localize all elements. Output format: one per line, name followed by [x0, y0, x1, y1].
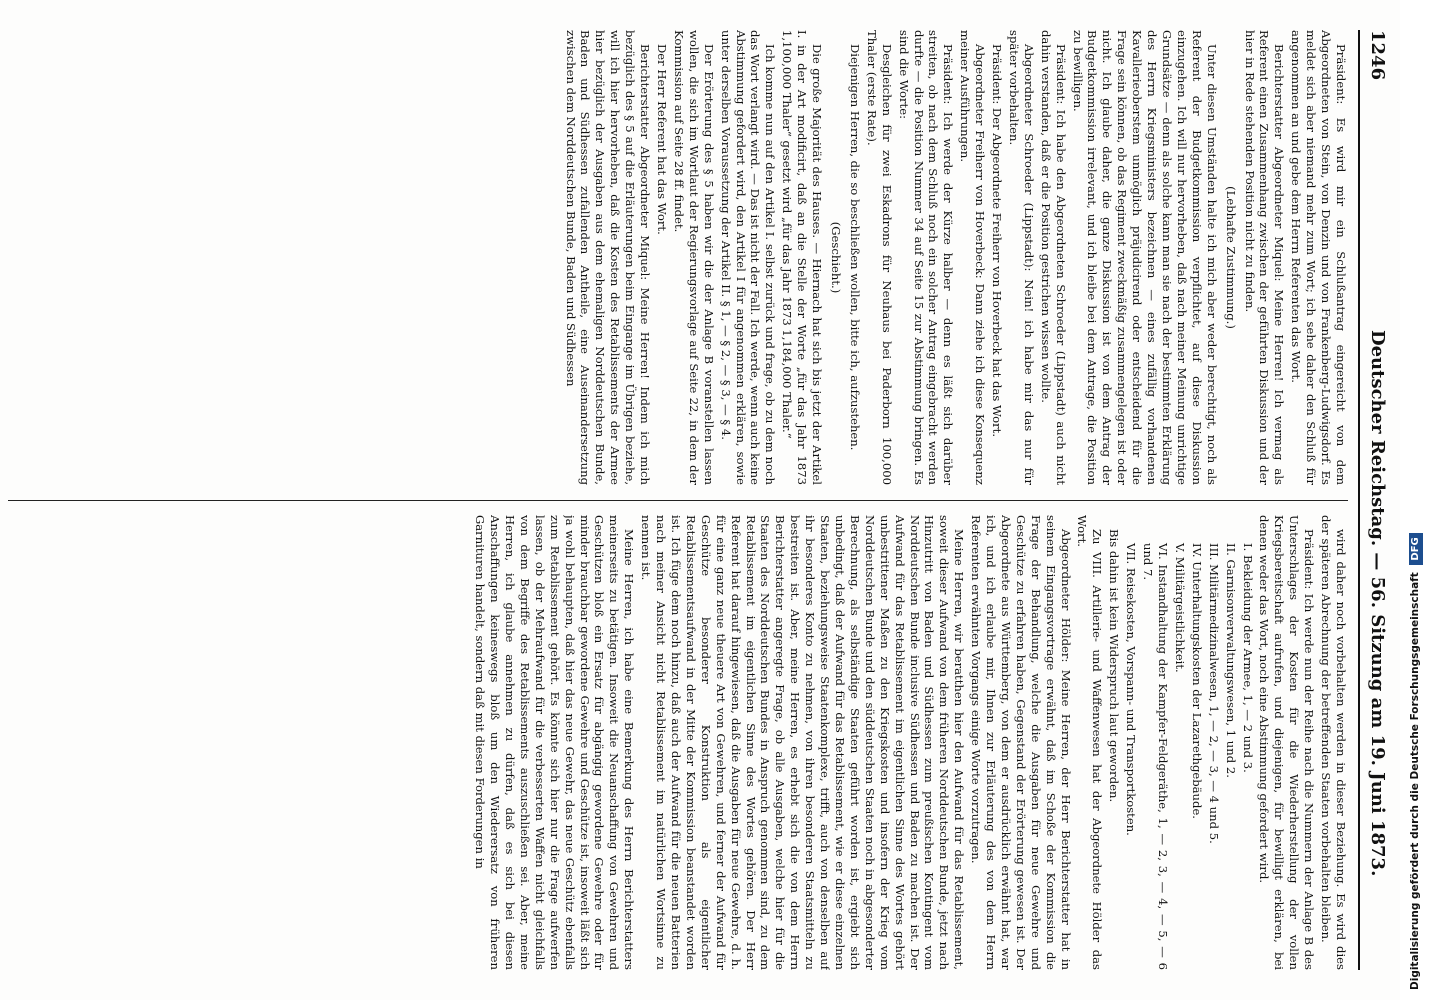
page-header	[1358, 30, 1390, 970]
paragraph: (Geschieht.)	[829, 221, 843, 294]
paragraph: Meine Herren, ich habe eine Bemerkung des Herrn Berichterstatters meinerseits zu betätigen. Insoweit die Neuanschaffung von Gewehren und Geschützen bloß ein Ersatz für abgängig gewordene Gewehre oder für minder brauchbar gewordene Gewehre und Geschütze ist, insoweit läßt sich ja wohl behaupten, daß hier das neue Gewehr, das neue Geschütz ebenfalls zum Retablissement gehört. Es könnte sich hier nur die Frage aufwerfen lassen, ob der Mehraufwand für die verbesserten Waffen nicht gleichfalls von dem Begriffe des Retablissements auszuschließen sei. Aber, meine Herren, ich glaube annehmen zu dürfen, daß es sich bei diesen Anschaffungen keineswegs bloß um den Wiederersatz von früheren Garnituren handelt, sondern daß mit diesen Forderungen in	[473, 515, 637, 970]
list-item: IV. Unterhaltungskosten der Lazarethgebäude.	[1189, 543, 1204, 819]
paragraph: Ich komme nun auf den Artikel I. selbst zurück und frage, ob zu dem noch das Wort verlangt wird. — Das ist nicht der Fall. Ich werde, wenn auch keine Abstimmung gefordert wird, den Artikel I für angenommen erklären, sowie unter derselben Voraussetzung der Artikel II. § 1, — § 2, — § 3, — § 4.	[718, 30, 778, 485]
page-title: Deutscher Reichstag. — 56. Sitzung am 19. Juni 1873.	[1367, 330, 1388, 877]
list-item: V. Militärgeistlichkeit.	[1172, 543, 1187, 673]
paragraph: Desgleichen für zwei Eskadrons für Neuhaus bei Paderborn 100,000 Thaler (erste Rate).	[864, 30, 894, 485]
paragraph: Präsident: Ich werde nun der Reihe nach die Nummern der Anlage B des Unterschlages der Kosten für die Wiederherstellung der vollen Kriegsbereitschaft aufrufen, und diejenigen, für bewilligt erklären, bei denen weder das Wort, noch eine Abstimmung gefordert wird.	[1257, 515, 1317, 970]
left-column	[8, 30, 1348, 485]
dfg-credit	[1405, 0, 1425, 1000]
dfg-credit-text: Digitalisierung gefördert durch die Deutsche Forschungsgemeinschaft	[1409, 572, 1421, 990]
paragraph: Die große Majorität des Hauses. — Hiernach hat sich bis jetzt der Artikel I. in der Art modificirt, daß an die Stelle der Worte „für das Jahr 1873 1,100,000 Thaler“ gesetzt wird „für das Jahr 1873 1,184,000 Thaler.“	[780, 30, 825, 485]
paragraph: Präsident: Es wird mir ein Schlußantrag eingereicht von dem Abgeordneten von Stein, von Denzin und von Frankenberg-Ludwigsdorf. Es meldet sich aber niemand mehr zum Wort; ich sehe daher den Schluß für angenommen an und gebe dem Herrn Referenten das Wort.	[1289, 30, 1348, 485]
paragraph: Abgeordneter Freiherr von Hoverbeck: Dann ziehe ich diese Konsequenz meiner Ausführungen.	[958, 30, 988, 485]
paragraph: Präsident: Ich habe den Abgeordneten Schroeder (Lippstadt) auch nicht dahin verstanden, daß er die Position gestrichen wissen wollte.	[1038, 30, 1068, 485]
list-item: I. Bekleidung der Armee, 1, — 2 und 3.	[1240, 543, 1255, 773]
paragraph: Der Herr Referent hat das Wort.	[655, 44, 670, 235]
paragraph: Zu VIII. Artillerie- und Waffenwesen hat der Abgeordnete Hölder das Wort.	[1075, 515, 1105, 970]
dfg-logo: DFG	[1409, 533, 1423, 564]
paragraph: Diejenigen Herren, die so beschließen wollen, bitte ich, aufzustehen.	[847, 44, 862, 451]
text-columns	[8, 30, 1348, 970]
right-column	[8, 515, 1348, 970]
paragraph: Der Erörterung des § 5 haben wir die der Anlage B voranstellen lassen wollen, die sich im Wortlaut der Regierungsvorlage auf Seite 22, in dem der Kommission auf Seite 28 ff. findet.	[671, 30, 716, 485]
page-number: 1246	[1367, 30, 1388, 81]
dfg-sidebar	[1405, 0, 1425, 1000]
list-item: III. Militärmedizinalwesen, 1, — 2, — 3, — 4 und 5.	[1206, 543, 1221, 844]
paragraph: Bis dahin ist kein Widerspruch laut geworden.	[1107, 529, 1122, 803]
paragraph: Berichterstatter Abgeordneter Miquel: Meine Herren! Indem ich mich bezüglich des § 5 auf die Erläuterungen beim Eingange im Übrigen beziehe, will ich hier hervorheben, daß die Kosten des Retablissements der Armee hier bezüglich der Ausgaben aus dem ehemaligen Norddeutschen Bunde, Baden und Südhessen zufallenden Antheile, eine Auseinandersetzung zwischen dem Norddeutschen Bunde, Baden und Südhessen	[563, 30, 653, 485]
list-item: VI. Instandhaltung der Kampfer-Feldgeräthe, 1, — 2, 3, — 4, — 5, — 6 und 7.	[1141, 543, 1171, 970]
list-item: VII. Reisekosten, Vorspann- und Transportkosten.	[1124, 543, 1139, 836]
paragraph: Präsident: Der Abgeordnete Freiherr von Hoverbeck hat das Wort.	[990, 44, 1005, 438]
paragraph: Meine Herren, wir beratthen hier den Aufwand für das Retablissement, soweit dieser Aufwand von dem früheren Norddeutschen Bunde, jetzt nach Hinzutritt von Baden und Südhessen zum preußischen Kontingent vom Norddeutschen Bunde inclusive Südhessen und Baden zu machen ist. Der Aufwand für das Retablissement im eigentlichen Sinne des Wortes gehört unbestrittener Maßen zu den Kriegskosten und insofern der Krieg vom Norddeutschen Bunde und den süddeutschen Staaten noch in abgesonderter Berechnung, als selbständige Staaten geführt worden ist, ergiebt sich unbedingt, daß der Aufwand für das Retablissement, wie er diese einzelnen Staaten, beziehungsweise Staatenkomplexe, trifft, auch von denselben auf ihr besonderes Konto zu nehmen, von ihren besonderen Staatsmitteln zu bestreiten ist. Aber, meine Herren, es erhebt sich die von dem Herrn Berichterstatter angeregte Frage, ob alle Ausgaben, welche hier für die Staaten des Norddeutschen Bundes in Anspruch genommen sind, zu dem Retablissement im eigentlichen Sinne des Wortes gehören. Der Herr Referent hat darauf hingewiesen, daß die Ausgaben für neue Gewehre, d. h. für eine ganz neue theuere Art von Gewehren, und ferner der Aufwand für Geschütze besonderer Konstruktion als eigentlicher Retablissementsaufwand in der Mitte der Kommission beanstandet worden ist. Ich füge dem noch hinzu, daß auch der Aufwand für die neuen Batterien nach meiner Ansicht nicht Retablissement im natürlichen Wortsinne zu nennen ist.	[639, 515, 967, 970]
paragraph: (Lebhafte Zustimmung.)	[1223, 186, 1238, 329]
paragraph: Unter diesen Umständen halte ich mich aber weder berechtigt, noch als Referent der Budgetkommission verpflichtet, auf diese Diskussion einzugehen. Ich will nur hervorheben, daß nach meiner Meinung unrichtige Grundsätze — denn als solche kann man sie nach der bestimmten Erklärung des Herrn Kriegsministers bezeichnen — eines zufällig vorhandenen Kavallerieoberstem unmöglich präjudicirend oder entscheidend für die Frage sein können, ob das Regiment zweckmäßig zusammengelegen ist oder nicht. Ich glaube daher, die ganze Diskussion ist von dem Antrag der Budgetkommission irrelevant, und ich bleibe bei dem Antrage, die Position zu bewilligen.	[1070, 30, 1219, 485]
paragraph: Abgeordneter Hölder: Meine Herren, der Herr Berichterstatter hat in seinem Eingangsvortrage erwähnt, daß im Schoße der Kommission die Frage der Behandlung, welche die Ausgaben für neue Gewehre und Geschütze zu erfahren haben, Gegenstand der Erörterung gewesen ist. Der Abgeordnete aus Württemberg, von dem er ausdrücklich erwähnt hat, war ich, und ich erlaube mir, Ihnen zur Erläuterung des von dem Herrn Referenten erwähnten Vorgangs einige Worte vorzutragen.	[969, 515, 1073, 970]
column-divider	[8, 500, 1348, 501]
paragraph: Abgeordneter Schroeder (Lippstadt): Nein! ich habe mir das nur für später vorbehalten.	[1006, 30, 1036, 485]
paragraph: Berichterstatter Abgeordneter Miquel: Meine Herren! Ich vermag als Referent einen Zusammenhang zwischen der geführten Diskussion und der hier in Rede stehenden Position nicht zu finden.	[1242, 30, 1287, 485]
list-item: II. Garnisonverwaltungswesen, 1 und 2.	[1223, 543, 1238, 778]
paragraph: Präsident: Ich werde der Kürze halber — denn es läßt sich darüber streiten, ob nach dem Schluß noch ein solcher Antrag eingebracht werden durfte — die Position Nummer 34 auf Seite 15 zur Abstimmung bringen. Es sind die Worte:	[896, 30, 956, 485]
paragraph: wird daher noch vorbehalten werden in dieser Beziehung. Es wird dies der späteren Abrechnung der betreffenden Staaten vorbehalten bleiben.	[1319, 515, 1348, 970]
